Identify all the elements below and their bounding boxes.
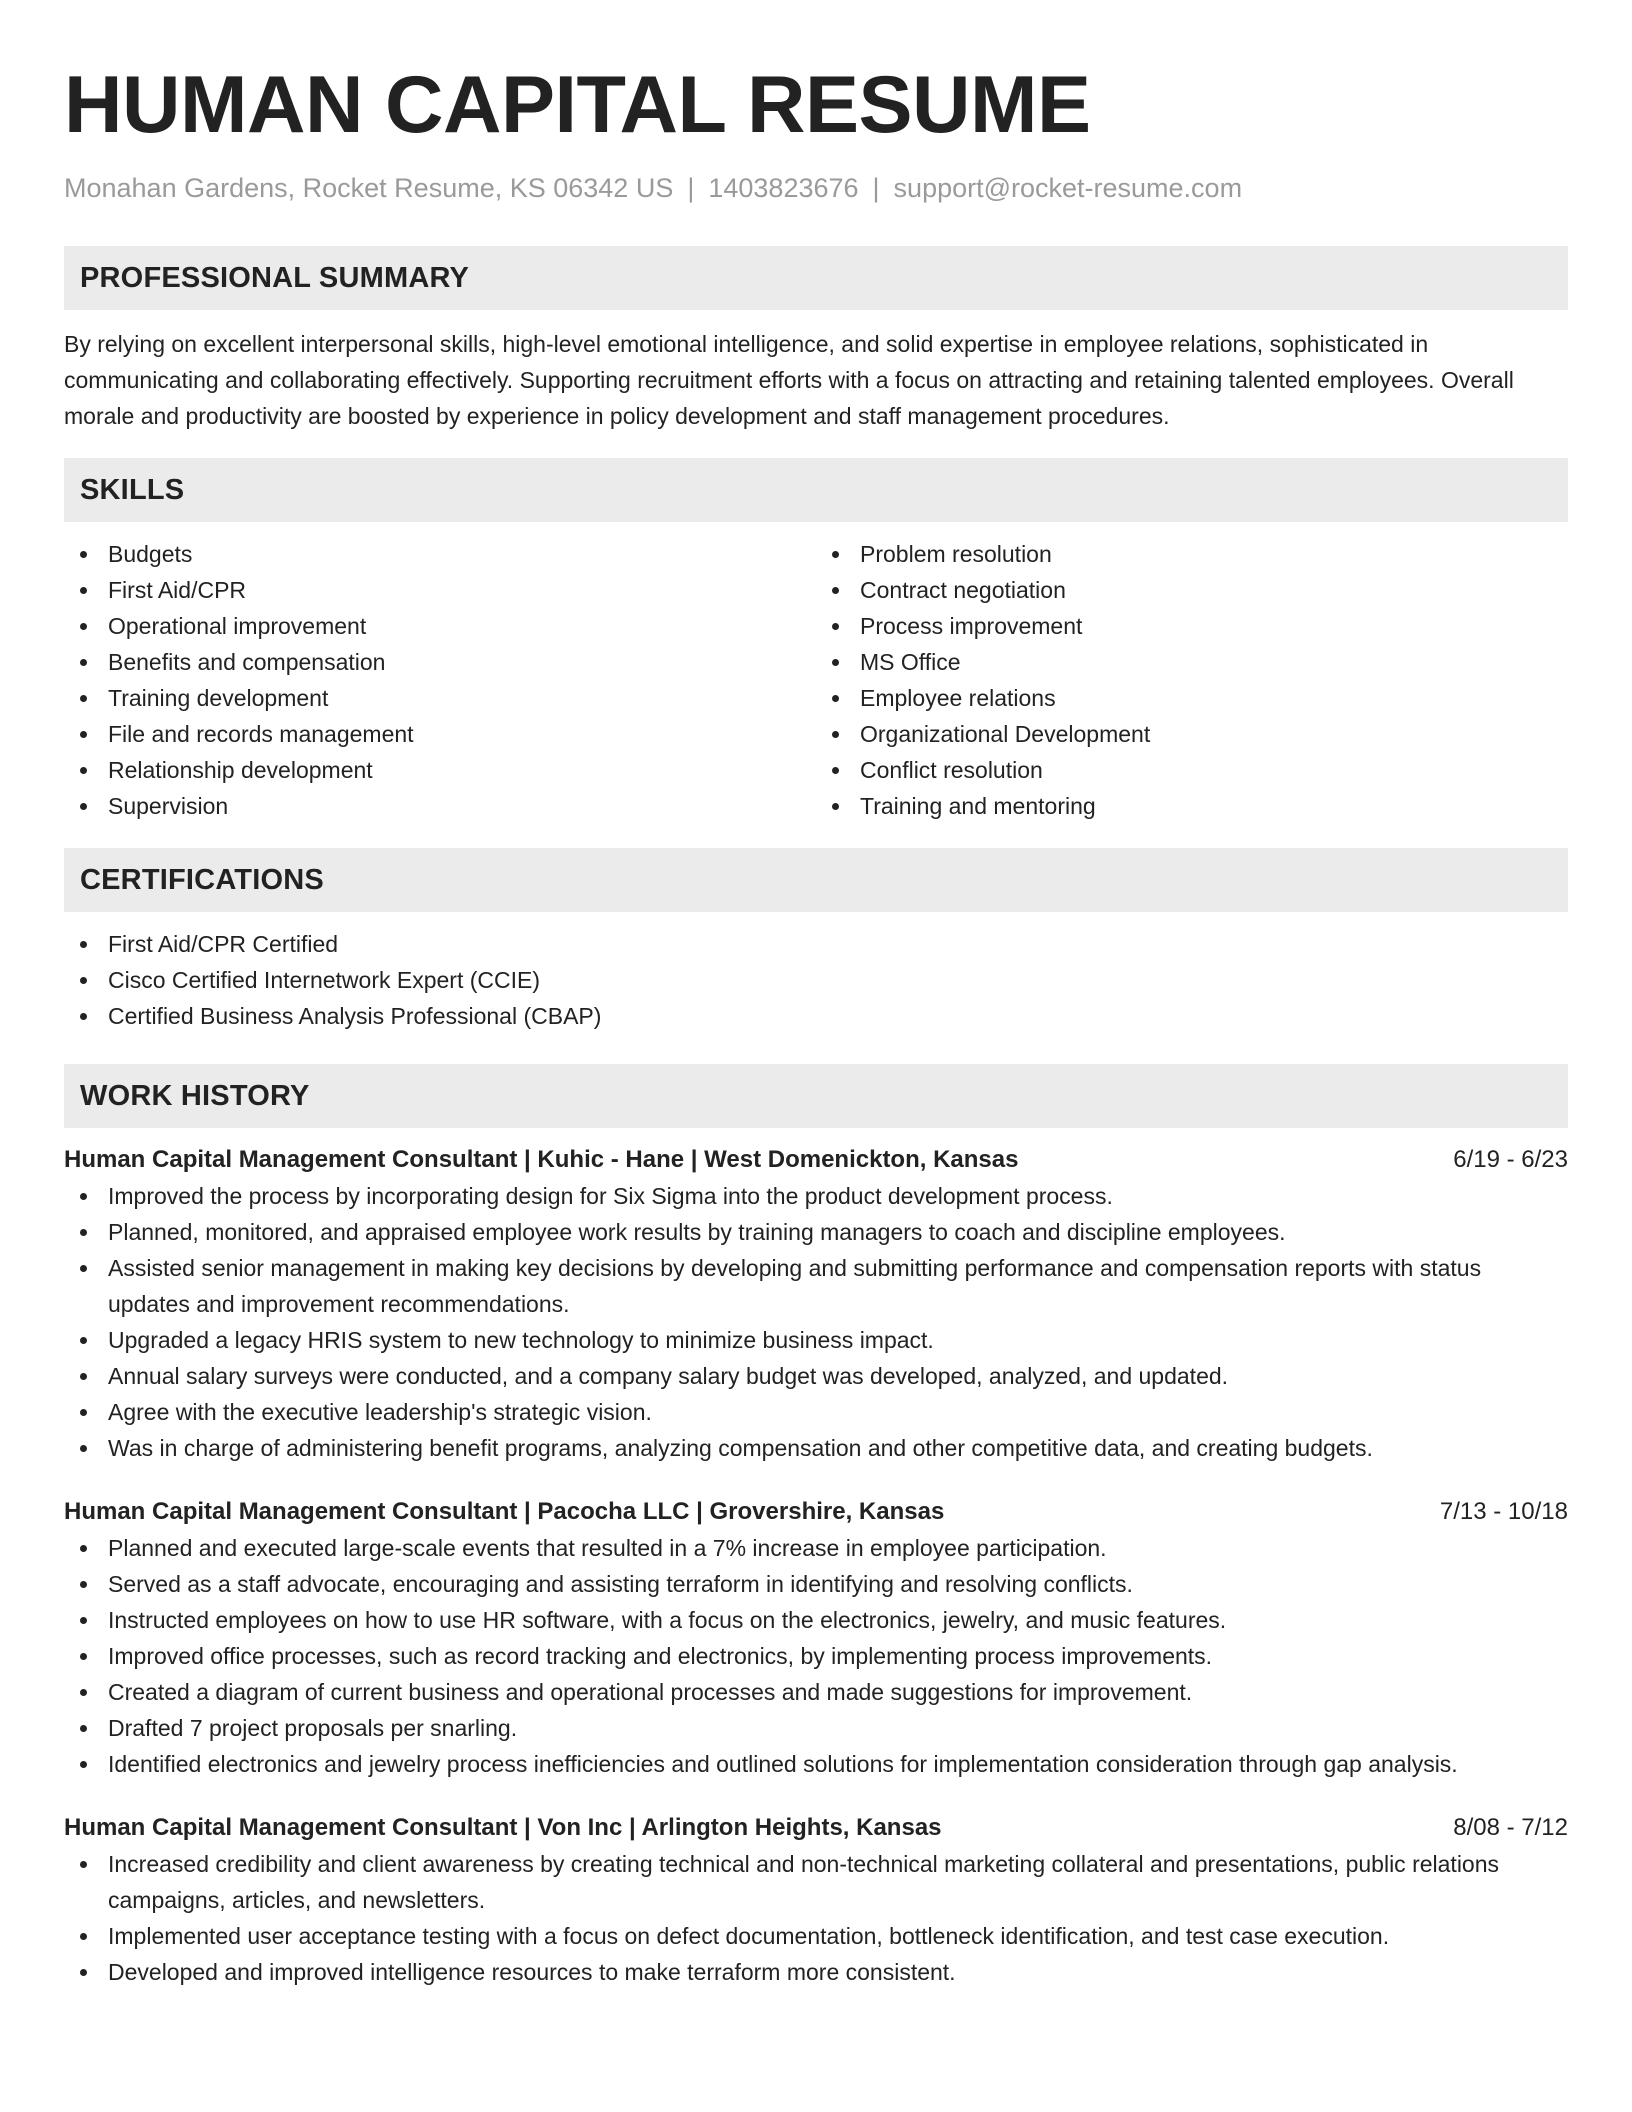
bullet-icon <box>80 551 87 558</box>
bullet-icon <box>80 1373 87 1380</box>
bullet-icon <box>80 695 87 702</box>
contact-line <box>64 170 1568 206</box>
skill-item: Budgets <box>64 536 816 572</box>
skill-item: Problem resolution <box>816 536 1568 572</box>
bullet-icon <box>80 1581 87 1588</box>
job-title: Human Capital Management Consultant | Von Inc | Arlington Heights, Kansas <box>64 1814 942 1841</box>
skill-item: Relationship development <box>64 752 816 788</box>
job-dates: 8/08 - 7/12 <box>1453 1814 1568 1841</box>
skill-item: Employee relations <box>816 680 1568 716</box>
bullet-icon <box>832 587 839 594</box>
section-header-work-history: WORK HISTORY <box>64 1064 1568 1128</box>
job-bullet: Assisted senior management in making key decisions by developing and submitting performance and compensation reports with status updates and improvement recommendations. <box>64 1250 1568 1322</box>
bullet-icon <box>80 1725 87 1732</box>
section-header-certifications: CERTIFICATIONS <box>64 848 1568 912</box>
resume-title: HUMAN CAPITAL RESUME <box>64 60 1091 150</box>
job-bullet: Implemented user acceptance testing with a focus on defect documentation, bottleneck identification, and test case execution. <box>64 1918 1568 1954</box>
bullet-icon <box>80 1193 87 1200</box>
bullet-icon <box>80 1545 87 1552</box>
job-bullet: Planned and executed large-scale events that resulted in a 7% increase in employee participation. <box>64 1530 1568 1566</box>
section-header-summary: PROFESSIONAL SUMMARY <box>64 246 1568 310</box>
bullet-icon <box>80 623 87 630</box>
job-bullets <box>64 1530 1568 1782</box>
job-title: Human Capital Management Consultant | Kuhic - Hane | West Domenickton, Kansas <box>64 1146 1019 1173</box>
skill-item: Operational improvement <box>64 608 816 644</box>
job-title: Human Capital Management Consultant | Pacocha LLC | Grovershire, Kansas <box>64 1498 945 1525</box>
skill-item: Supervision <box>64 788 816 824</box>
bullet-icon <box>832 623 839 630</box>
bullet-icon <box>80 1409 87 1416</box>
skill-item: Training and mentoring <box>816 788 1568 824</box>
bullet-icon <box>832 659 839 666</box>
job-bullets <box>64 1846 1568 1990</box>
skill-item: Benefits and compensation <box>64 644 816 680</box>
bullet-icon <box>80 1229 87 1236</box>
bullet-icon <box>832 767 839 774</box>
bullet-icon <box>80 587 87 594</box>
skill-item: MS Office <box>816 644 1568 680</box>
contact-phone: 1403823676 <box>708 173 859 203</box>
job-bullet: Identified electronics and jewelry process inefficiencies and outlined solutions for implementation consideration through gap analysis. <box>64 1746 1568 1782</box>
job-bullet: Increased credibility and client awareness by creating technical and non-technical marketing collateral and presentations, public relations campaigns, articles, and newsletters. <box>64 1846 1568 1918</box>
job-bullet: Created a diagram of current business and operational processes and made suggestions for improvement. <box>64 1674 1568 1710</box>
skill-item: Conflict resolution <box>816 752 1568 788</box>
job-entry <box>64 1494 1568 1782</box>
job-bullet: Instructed employees on how to use HR software, with a focus on the electronics, jewelry, and music features. <box>64 1602 1568 1638</box>
certifications-list <box>64 926 1568 1034</box>
job-bullet: Served as a staff advocate, encouraging and assisting terraform in identifying and resolving conflicts. <box>64 1566 1568 1602</box>
certification-item: Certified Business Analysis Professional (CBAP) <box>64 998 1568 1034</box>
job-bullet: Improved office processes, such as record tracking and electronics, by implementing process improvements. <box>64 1638 1568 1674</box>
job-bullet: Upgraded a legacy HRIS system to new technology to minimize business impact. <box>64 1322 1568 1358</box>
section-header-skills: SKILLS <box>64 458 1568 522</box>
job-bullet: Planned, monitored, and appraised employee work results by training managers to coach and discipline employees. <box>64 1214 1568 1250</box>
job-bullet: Developed and improved intelligence resources to make terraform more consistent. <box>64 1954 1568 1990</box>
bullet-icon <box>832 551 839 558</box>
skill-item: First Aid/CPR <box>64 572 816 608</box>
bullet-icon <box>80 1617 87 1624</box>
skill-item: Training development <box>64 680 816 716</box>
skills-list-right <box>816 536 1568 824</box>
bullet-icon <box>80 1933 87 1940</box>
skill-item: Organizational Development <box>816 716 1568 752</box>
bullet-icon <box>80 767 87 774</box>
bullet-icon <box>80 659 87 666</box>
bullet-icon <box>832 695 839 702</box>
bullet-icon <box>80 1265 87 1272</box>
bullet-icon <box>80 1013 87 1020</box>
contact-address: Monahan Gardens, Rocket Resume, KS 06342 US <box>64 173 674 203</box>
bullet-icon <box>80 731 87 738</box>
job-dates: 6/19 - 6/23 <box>1453 1146 1568 1173</box>
bullet-icon <box>80 1689 87 1696</box>
bullet-icon <box>80 1761 87 1768</box>
job-bullet: Drafted 7 project proposals per snarling. <box>64 1710 1568 1746</box>
skill-item: Contract negotiation <box>816 572 1568 608</box>
job-heading-row <box>64 1810 1568 1846</box>
job-heading-row <box>64 1142 1568 1178</box>
skill-item: File and records management <box>64 716 816 752</box>
job-bullet: Improved the process by incorporating design for Six Sigma into the product development process. <box>64 1178 1568 1214</box>
job-bullet: Annual salary surveys were conducted, and a company salary budget was developed, analyzed, and updated. <box>64 1358 1568 1394</box>
job-bullet: Agree with the executive leadership's strategic vision. <box>64 1394 1568 1430</box>
bullet-icon <box>80 1653 87 1660</box>
bullet-icon <box>80 1445 87 1452</box>
bullet-icon <box>80 803 87 810</box>
job-entry <box>64 1810 1568 1990</box>
certification-item: First Aid/CPR Certified <box>64 926 1568 962</box>
job-heading-row <box>64 1494 1568 1530</box>
job-bullets <box>64 1178 1568 1466</box>
contact-email: support@rocket-resume.com <box>893 173 1243 203</box>
bullet-icon <box>80 1337 87 1344</box>
skills-columns <box>64 536 1568 824</box>
skill-item: Process improvement <box>816 608 1568 644</box>
bullet-icon <box>832 803 839 810</box>
certification-item: Cisco Certified Internetwork Expert (CCIE) <box>64 962 1568 998</box>
job-dates: 7/13 - 10/18 <box>1439 1498 1568 1525</box>
bullet-icon <box>80 1861 87 1868</box>
bullet-icon <box>80 977 87 984</box>
job-bullet: Was in charge of administering benefit programs, analyzing compensation and other competitive data, and creating budgets. <box>64 1430 1568 1466</box>
bullet-icon <box>80 941 87 948</box>
summary-text: By relying on excellent interpersonal skills, high-level emotional intelligence, and solid expertise in employee relations, sophisticated in communicating and collaborating effectively. Supporting recruitment efforts with a focus on attracting and retaining talented employees. Overall morale and productivity are boosted by experience in policy development and staff management procedures. <box>64 331 1514 429</box>
bullet-icon <box>80 1969 87 1976</box>
skills-list-left <box>64 536 816 824</box>
contact-separator: | <box>687 173 695 203</box>
job-entry <box>64 1142 1568 1466</box>
bullet-icon <box>832 731 839 738</box>
contact-separator: | <box>872 173 880 203</box>
